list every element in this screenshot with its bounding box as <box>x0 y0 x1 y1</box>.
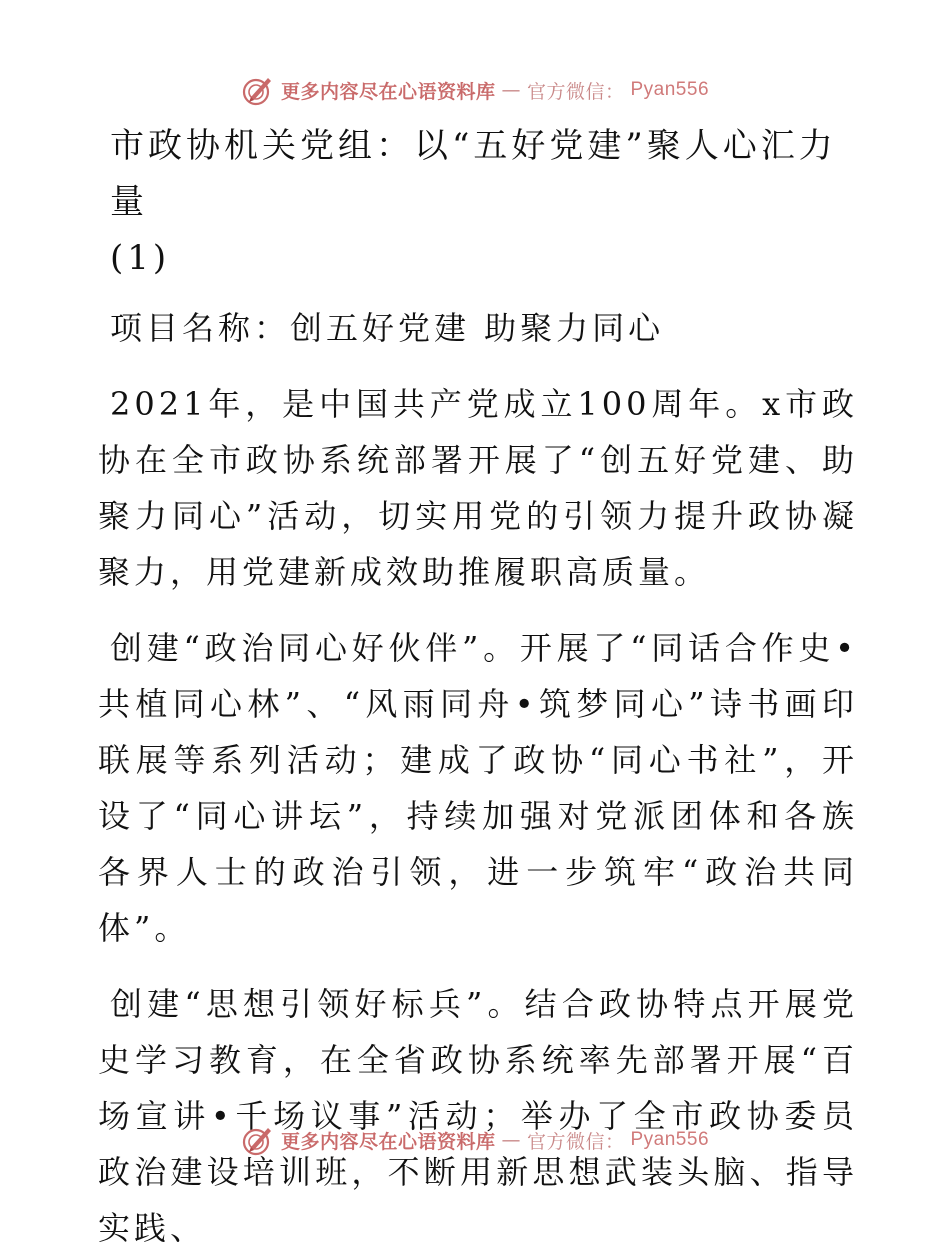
document-title-text: 市政协机关党组：以“五好党建”聚人心汇力量 <box>110 126 837 222</box>
quill-logo-icon <box>241 1123 275 1157</box>
watermark-main-text: 更多内容尽在心语资料库 <box>280 1130 496 1153</box>
watermark-wechat-id: Pyan556 <box>630 1129 710 1150</box>
watermark-sub-text: 官方微信： <box>526 80 625 103</box>
quill-logo-icon <box>241 73 275 107</box>
paragraph-intro: 2021年，是中国共产党成立100周年。x市政协在全市政协系统部署开展了“创五好党建、助聚力同心”活动，切实用党的引领力提升政协凝聚力，用党建新成效助推履职高质量。 <box>98 385 858 591</box>
watermark-separator: — <box>501 1129 521 1151</box>
watermark-main-text: 更多内容尽在心语资料库 <box>280 80 496 103</box>
project-name: 项目名称：创五好党建 助聚力同心 <box>110 309 665 347</box>
watermark-header <box>0 70 950 110</box>
document-title <box>98 118 858 286</box>
watermark-sub-text: 官方微信： <box>526 1130 625 1153</box>
paragraph-political: 创建“政治同心好伙伴”。开展了“同话合作史•共植同心林”、“风雨同舟•筑梦同心”诗书画印联展等系列活动；建成了政协“同心书社”，开设了“同心讲坛”，持续加强对党派团体和各族各界人士的政治引领，进一步筑牢“政治共同体”。 <box>98 629 858 947</box>
document-title-part: (1) <box>110 238 171 278</box>
document-body <box>98 118 858 1256</box>
paragraph-ideological: 创建“思想引领好标兵”。结合政协特点开展党史学习教育，在全省政协系统率先部署开展“百场宣讲•千场议事”活动；举办了全市政协委员政治建设培训班，不断用新思想武装头脑、指导实践、 <box>98 985 858 1247</box>
watermark-footer <box>0 1120 950 1160</box>
watermark-wechat-id: Pyan556 <box>630 79 710 100</box>
watermark-separator: — <box>501 79 521 101</box>
